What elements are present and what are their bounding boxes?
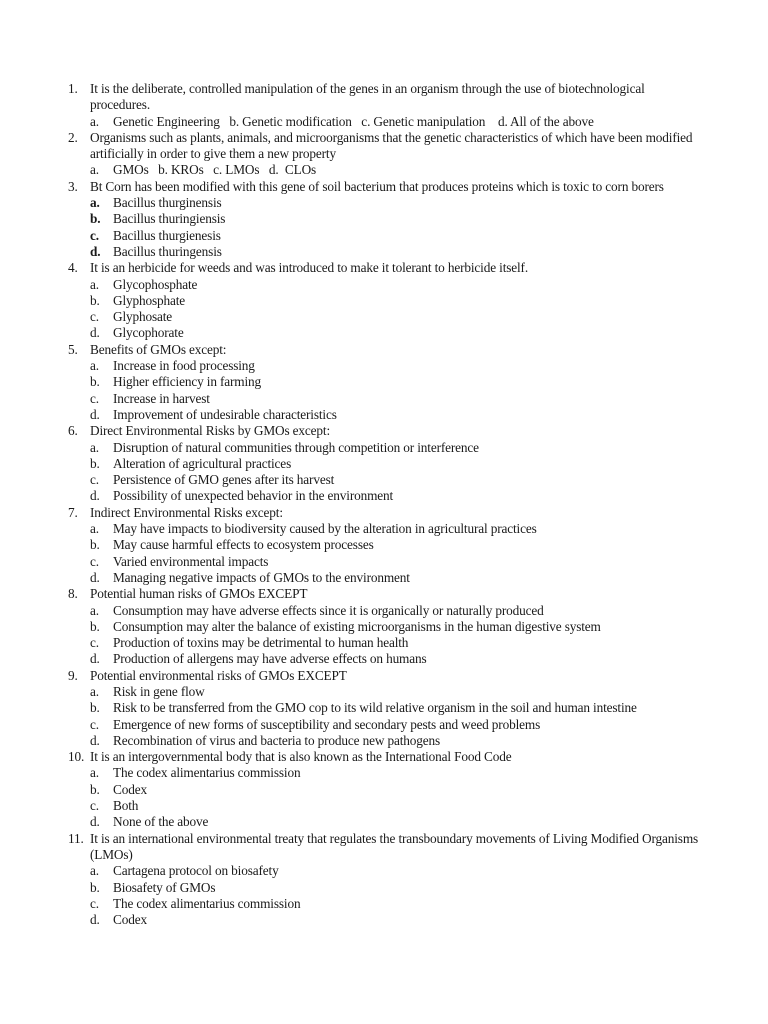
question-text: Benefits of GMOs except: xyxy=(90,341,227,357)
question-stem xyxy=(0,423,768,439)
option-letter: c. xyxy=(90,472,99,488)
option-letter: d. xyxy=(90,325,100,341)
answer-option xyxy=(0,684,768,700)
question-stem xyxy=(0,130,768,163)
answer-option xyxy=(0,374,768,390)
answer-option xyxy=(0,635,768,651)
quiz-list xyxy=(0,81,768,928)
option-text: Risk in gene flow xyxy=(113,683,205,699)
answer-option xyxy=(0,765,768,781)
option-letter: c. xyxy=(90,227,99,243)
option-text: Glycophorate xyxy=(113,325,184,341)
option-text: Bacillus thuringiensis xyxy=(113,211,226,227)
option-text: May cause harmful effects to ecosystem processes xyxy=(113,537,374,553)
answer-option xyxy=(0,798,768,814)
option-text: Varied environmental impacts xyxy=(113,553,269,569)
question-text: Indirect Environmental Risks except: xyxy=(90,504,283,520)
answer-option xyxy=(0,651,768,667)
option-text: Codex xyxy=(113,912,147,928)
question-stem xyxy=(0,505,768,521)
answer-option xyxy=(0,488,768,504)
option-letter: a. xyxy=(90,276,99,292)
question-number: 7. xyxy=(68,504,78,520)
answer-option xyxy=(0,554,768,570)
question-3 xyxy=(0,179,768,260)
question-number: 2. xyxy=(68,129,78,145)
option-text: Bacillus thuringensis xyxy=(113,243,222,259)
option-text: May have impacts to biodiversity caused by the alteration in agricultural practices xyxy=(113,521,537,537)
option-letter: b. xyxy=(90,879,100,895)
answer-option xyxy=(0,195,768,211)
question-2 xyxy=(0,130,768,179)
answer-option xyxy=(0,293,768,309)
option-letter: a. xyxy=(90,195,100,211)
question-stem xyxy=(0,179,768,195)
option-text: The codex alimentarius commission xyxy=(113,895,301,911)
answer-option xyxy=(0,244,768,260)
question-stem xyxy=(0,668,768,684)
answer-option xyxy=(0,325,768,341)
question-stem xyxy=(0,831,768,864)
question-text: It is an intergovernmental body that is also known as the International Food Code xyxy=(90,749,512,765)
question-stem xyxy=(0,342,768,358)
question-text: Organisms such as plants, animals, and microorganisms that the genetic characteristics of which have been modified artificially in order to give them a new property xyxy=(90,129,693,162)
question-number: 8. xyxy=(68,586,78,602)
option-text: Alteration of agricultural practices xyxy=(113,455,292,471)
option-text: Possibility of unexpected behavior in the environment xyxy=(113,488,394,504)
answer-option xyxy=(0,814,768,830)
answer-option xyxy=(0,309,768,325)
option-text: Risk to be transferred from the GMO cop to its wild relative organism in the soil and human intestine xyxy=(113,700,637,716)
question-4 xyxy=(0,260,768,341)
option-text: Bacillus thurginensis xyxy=(113,195,222,211)
answer-option xyxy=(0,407,768,423)
option-letter: c. xyxy=(90,798,99,814)
option-text: Production of toxins may be detrimental to human health xyxy=(113,635,409,651)
option-letter: d. xyxy=(90,732,100,748)
option-text: Increase in food processing xyxy=(113,358,255,374)
question-number: 3. xyxy=(68,178,78,194)
answer-option xyxy=(0,733,768,749)
option-letter: a. xyxy=(90,113,99,129)
option-letter: d. xyxy=(90,488,100,504)
question-6 xyxy=(0,423,768,504)
question-text: Bt Corn has been modified with this gene of soil bacterium that produces proteins which is toxic to corn borers xyxy=(90,178,664,194)
option-text: Biosafety of GMOs xyxy=(113,879,216,895)
option-text: None of the above xyxy=(113,814,209,830)
inline-answer-choices xyxy=(0,162,768,178)
option-letter: a. xyxy=(90,358,99,374)
inline-answer-choices xyxy=(0,114,768,130)
option-letter: c. xyxy=(90,390,99,406)
option-letter: b. xyxy=(90,292,100,308)
answer-option xyxy=(0,603,768,619)
option-letter: b. xyxy=(90,211,101,227)
option-text: Managing negative impacts of GMOs to the environment xyxy=(113,569,410,585)
option-letter: d. xyxy=(90,569,100,585)
question-number: 1. xyxy=(68,81,78,96)
question-8 xyxy=(0,586,768,667)
option-text: Persistence of GMO genes after its harvest xyxy=(113,472,335,488)
option-letter: b. xyxy=(90,537,100,553)
option-letter: a. xyxy=(90,863,99,879)
option-text: Both xyxy=(113,798,139,814)
answer-option xyxy=(0,456,768,472)
inline-options-text: GMOs b. KROs c. LMOs d. CLOs xyxy=(113,162,317,178)
answer-option xyxy=(0,619,768,635)
option-letter: b. xyxy=(90,700,100,716)
question-10 xyxy=(0,749,768,830)
answer-option xyxy=(0,472,768,488)
option-letter: c. xyxy=(90,716,99,732)
question-7 xyxy=(0,505,768,586)
option-letter: b. xyxy=(90,781,100,797)
option-text: Increase in harvest xyxy=(113,390,210,406)
option-text: The codex alimentarius commission xyxy=(113,765,301,781)
option-letter: b. xyxy=(90,618,100,634)
answer-option xyxy=(0,358,768,374)
answer-option xyxy=(0,537,768,553)
option-text: Disruption of natural communities through competition or interference xyxy=(113,439,479,455)
option-letter: a. xyxy=(90,765,99,781)
question-stem xyxy=(0,260,768,276)
answer-option xyxy=(0,570,768,586)
option-text: Higher efficiency in farming xyxy=(113,374,262,390)
answer-option xyxy=(0,521,768,537)
answer-option xyxy=(0,391,768,407)
question-text: It is an herbicide for weeds and was introduced to make it tolerant to herbicide itself. xyxy=(90,260,529,276)
option-letter: d. xyxy=(90,651,100,667)
question-stem xyxy=(0,749,768,765)
answer-option xyxy=(0,880,768,896)
question-9 xyxy=(0,668,768,749)
option-letter: c. xyxy=(90,895,99,911)
option-text: Glyphosphate xyxy=(113,292,186,308)
answer-option xyxy=(0,211,768,227)
answer-option xyxy=(0,717,768,733)
question-1 xyxy=(0,81,768,130)
option-text: Glyphosate xyxy=(113,309,173,325)
option-letter: a. xyxy=(90,602,99,618)
option-letter: c. xyxy=(90,553,99,569)
question-text: Potential environmental risks of GMOs EXCEPT xyxy=(90,667,347,683)
question-number: 5. xyxy=(68,341,78,357)
option-letter: a. xyxy=(90,162,99,178)
question-number: 10. xyxy=(68,749,85,765)
option-letter: c. xyxy=(90,309,99,325)
question-stem xyxy=(0,81,768,114)
option-letter: b. xyxy=(90,374,100,390)
answer-option xyxy=(0,700,768,716)
option-text: Codex xyxy=(113,781,147,797)
question-stem xyxy=(0,586,768,602)
question-number: 4. xyxy=(68,260,78,276)
inline-options-text: Genetic Engineering b. Genetic modification c. Genetic manipulation d. All of the above xyxy=(113,113,594,129)
option-text: Glycophosphate xyxy=(113,276,198,292)
option-letter: a. xyxy=(90,439,99,455)
option-text: Emergence of new forms of susceptibility and secondary pests and weed problems xyxy=(113,716,541,732)
question-number: 11. xyxy=(68,830,84,846)
option-letter: b. xyxy=(90,455,100,471)
answer-option xyxy=(0,782,768,798)
question-text: It is an international environmental treaty that regulates the transboundary movements of Living Modified Organisms (LMOs) xyxy=(90,830,699,862)
question-11 xyxy=(0,831,768,929)
option-text: Consumption may have adverse effects since it is organically or naturally produced xyxy=(113,602,544,618)
option-letter: a. xyxy=(90,683,99,699)
option-text: Improvement of undesirable characteristics xyxy=(113,406,337,422)
answer-option xyxy=(0,863,768,879)
option-letter: d. xyxy=(90,814,100,830)
option-letter: d. xyxy=(90,406,100,422)
answer-option xyxy=(0,912,768,928)
option-text: Cartagena protocol on biosafety xyxy=(113,863,279,879)
option-letter: c. xyxy=(90,635,99,651)
option-letter: d. xyxy=(90,243,101,259)
question-5 xyxy=(0,342,768,423)
option-text: Consumption may alter the balance of existing microorganisms in the human digestive system xyxy=(113,618,601,634)
answer-option xyxy=(0,896,768,912)
option-text: Production of allergens may have adverse effects on humans xyxy=(113,651,427,667)
question-text: Potential human risks of GMOs EXCEPT xyxy=(90,586,308,602)
option-letter: a. xyxy=(90,521,99,537)
option-text: Bacillus thurgienesis xyxy=(113,227,221,243)
answer-option xyxy=(0,440,768,456)
answer-option xyxy=(0,228,768,244)
option-text: Recombination of virus and bacteria to produce new pathogens xyxy=(113,732,441,748)
option-letter: d. xyxy=(90,912,100,928)
question-number: 9. xyxy=(68,667,78,683)
question-text: It is the deliberate, controlled manipulation of the genes in an organism through the use of biotechnological procedures. xyxy=(90,81,645,113)
question-text: Direct Environmental Risks by GMOs except: xyxy=(90,423,331,439)
question-number: 6. xyxy=(68,423,78,439)
answer-option xyxy=(0,277,768,293)
